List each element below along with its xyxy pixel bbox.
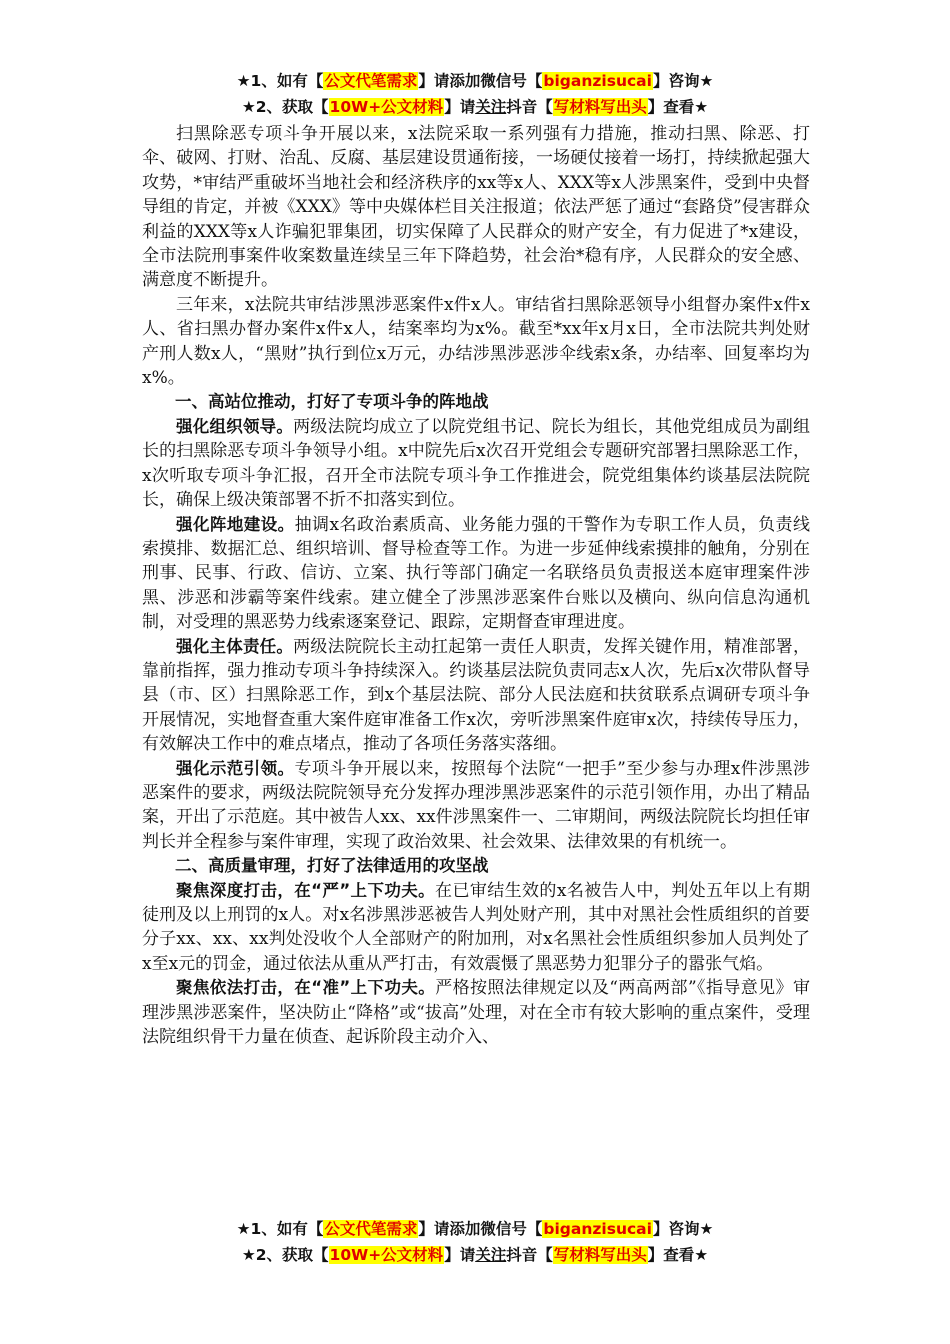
douyin-account: 写材料写出头	[553, 1246, 647, 1264]
paragraph-lead: 聚焦深度打击，在“严”上下功夫。	[176, 880, 436, 900]
wechat-id: biganzisucai	[543, 72, 652, 90]
highlight-text: 公文代笔需求	[324, 72, 418, 90]
promo-line-1: ★1、如有【公文代笔需求】请添加微信号【biganzisucai】咨询★	[236, 1220, 714, 1238]
douyin-account: 写材料写出头	[553, 98, 647, 116]
paragraph-lead: 强化组织领导。	[176, 416, 294, 436]
highlight-text: 10W+公文材料	[329, 98, 444, 116]
document-body	[142, 122, 810, 1049]
paragraph: 三年来，x法院共审结涉黑涉恶案件x件x人。审结省扫黑除恶领导小组督办案件x件x人、省扫黑办督办案件x件x人，结案率均为x%。截至*xx年x月x日，全市法院共判处财产刑人数x人，“黑财”执行到位x万元，办结涉黑涉恶涉伞线索x条，办结率、回复率均为x%。	[142, 294, 810, 389]
paragraph-lead: 强化示范引领。	[176, 758, 295, 778]
paragraph-lead: 强化阵地建设。	[176, 514, 295, 534]
promo-banner-top	[140, 68, 810, 120]
highlight-text: 10W+公文材料	[329, 1246, 444, 1264]
promo-banner-bottom	[140, 1216, 810, 1268]
wechat-id: biganzisucai	[543, 1220, 652, 1238]
section-heading: 二、高质量审理，打好了法律适用的攻坚战	[175, 856, 489, 876]
paragraph: 强化组织领导。两级法院均成立了以院党组书记、院长为组长，其他党组成员为副组长的扫黑除恶专项斗争领导小组。x中院先后x次召开党组会专题研究部署扫黑除恶工作，x次听取专项斗争汇报，召开全市法院专项斗争工作推进会，院党组集体约谈基层法院院长，确保上级决策部署不折不扣落实到位。	[142, 416, 811, 511]
promo-line-2: ★2、获取【10W+公文材料】请关注抖音【写材料写出头】查看★	[241, 98, 709, 116]
paragraph: 扫黑除恶专项斗争开展以来，x法院采取一系列强有力措施，推动扫黑、除恶、打伞、破网、打财、治乱、反腐、基层建设贯通衔接，一场硬仗接着一场打，持续掀起强大攻势，*审结严重破坏当地社会和经济秩序的xx等x人、XXX等x人涉黑案件，受到中央督导组的肯定，并被《XXX》等中央媒体栏目关注报道；依法严惩了通过“套路贷”侵害群众利益的XXX等x人诈骗犯罪集团，切实保障了人民群众的财产安全，有力促进了*x建设，全市法院刑事案件收案数量连续呈三年下降趋势，社会治*稳有序，人民群众的安全感、满意度不断提升。	[142, 124, 810, 291]
paragraph: 强化阵地建设。抽调x名政治素质高、业务能力强的干警作为专职工作人员，负责线索摸排、数据汇总、组织培训、督导检查等工作。为进一步延伸线索摸排的触角，分别在刑事、民事、行政、信访、立案、执行等部门确定一名联络员负责报送本庭审理案件涉黑、涉恶和涉霸等案件线索。建立健全了涉黑涉恶案件台账以及横向、纵向信息沟通机制，对受理的黑恶势力线索逐案登记、跟踪，定期督查审理进度。	[142, 514, 810, 633]
paragraph-lead: 强化主体责任。	[176, 636, 294, 656]
section-heading: 一、高站位推动，打好了专项斗争的阵地战	[175, 392, 489, 412]
promo-line-2: ★2、获取【10W+公文材料】请关注抖音【写材料写出头】查看★	[241, 1246, 709, 1264]
paragraph: 强化主体责任。两级法院院长主动扛起第一责任人职责，发挥关键作用，精准部署，靠前指挥，强力推动专项斗争持续深入。约谈基层法院负责同志x人次，先后x次带队督导县（市、区）扫黑除恶工作，到x个基层法院、部分人民法庭和扶贫联系点调研专项斗争开展情况，实地督查重大案件庭审准备工作x次，旁听涉黑案件庭审x次，持续传导压力，有效解决工作中的难点堵点，推动了各项任务落实落细。	[142, 636, 811, 755]
highlight-text: 公文代笔需求	[324, 1220, 418, 1238]
paragraph-lead: 聚焦依法打击，在“准”上下功夫。	[176, 978, 436, 998]
paragraph: 聚焦深度打击，在“严”上下功夫。在已审结生效的x名被告人中，判处五年以上有期徒刑及以上刑罚的x人。对x名涉黑涉恶被告人判处财产刑，其中对黑社会性质组织的首要分子xx、xx、xx判处没收个人全部财产的附加刑，对x名黑社会性质组织参加人员判处了x至x元的罚金，通过依法从重从严打击，有效震慑了黑恶势力犯罪分子的嚣张气焰。	[142, 880, 810, 974]
promo-line-1: ★1、如有【公文代笔需求】请添加微信号【biganzisucai】咨询★	[236, 72, 714, 90]
paragraph: 聚焦依法打击，在“准”上下功夫。严格按照法律规定以及“两高两部”《指导意见》审理涉黑涉恶案件，坚决防止“降格”或“拔高”处理，对在全市有较大影响的重点案件，受理法院组织骨干力量在侦查、起诉阶段主动介入、	[142, 978, 810, 1048]
paragraph: 强化示范引领。专项斗争开展以来，按照每个法院“一把手”至少参与办理x件涉黑涉恶案件的要求，两级法院院领导充分发挥办理涉黑涉恶案件的示范引领作用，办出了精品案，开出了示范庭。其中被告人xx、xx件涉黑案件一、二审期间，两级法院院长均担任审判长并全程参与案件审理，实现了政治效果、社会效果、法律效果的有机统一。	[142, 758, 811, 852]
